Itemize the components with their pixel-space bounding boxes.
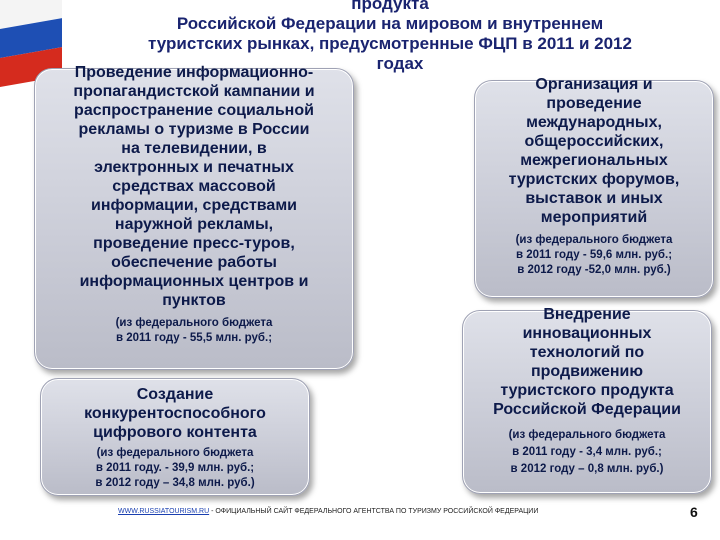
website-link[interactable]: WWW.RUSSIATOURISM.RU [118,508,210,515]
forums-box [474,76,714,298]
innovation-budget [463,427,711,478]
heading-line: продвижению [530,363,644,380]
heading-line: информационных центров и [79,273,309,290]
forums-heading [475,75,713,227]
footer [118,508,598,515]
heading-line: рекламы о туризме в России [78,121,310,138]
heading-line: общероссийских, [524,133,664,150]
slide-title [90,0,690,54]
heading-line: туристского продукта [500,382,674,399]
heading-line: обеспечение работы [111,254,277,271]
heading-line: проведение пресс-туров, [93,235,295,252]
budget-line: (из федерального бюджета [96,447,254,459]
promo-campaign-box [34,64,354,370]
promo-campaign-heading [35,63,353,310]
title-line: туристских рынках, предусмотренные ФЦП в 2011 и 2012 [148,34,632,53]
heading-line: технологий по [529,344,645,361]
heading-line: мероприятий [540,209,648,226]
title-line: годах [376,54,424,73]
title-line: продукта [351,0,429,13]
budget-line: (из федерального бюджета [115,317,273,329]
heading-line: цифрового контента [93,424,257,441]
budget-line: в 2011 году - 55,5 млн. руб.; [115,332,273,344]
heading-line: на телевидении, в [121,140,267,157]
heading-line: пропагандистской кампании и [73,83,315,100]
innovation-box [462,306,712,494]
budget-line: в 2012 году – 0,8 млн. руб.) [510,463,664,475]
heading-line: инновационных [522,325,652,342]
heading-line: средствах массовой [112,178,276,195]
budget-line: в 2011 году - 59,6 млн. руб.; [515,249,673,261]
footer-text: - ОФИЦИАЛЬНЫЙ САЙТ ФЕДЕРАЛЬНОГО АГЕНТСТВА ПО ТУРИЗМУ РОССИЙСКОЙ ФЕДЕРАЦИИ [209,508,539,515]
heading-line: Внедрение [543,306,631,323]
page-number: 6 [690,504,698,520]
budget-line: (из федерального бюджета [508,429,666,441]
heading-line: проведение [546,95,642,112]
heading-line: информации, средствами [91,197,297,214]
heading-line: наружной рекламы, [114,216,274,233]
heading-line: конкурентоспособного [84,405,266,422]
heading-line: Проведение информационно- [74,64,314,81]
promo-campaign-budget [35,316,353,346]
budget-line: в 2011 году - 3,4 млн. руб.; [512,446,662,458]
digital-content-budget [41,446,309,491]
heading-line: Организация и [535,76,653,93]
heading-line: Российской Федерации [493,401,681,418]
heading-line: электронных и печатных [94,159,294,176]
digital-content-heading [41,385,309,442]
budget-line: в 2012 году -52,0 млн. руб.) [517,264,671,276]
budget-line: в 2011 году. - 39,9 млн. руб.; [95,462,255,474]
heading-line: пунктов [162,292,226,309]
digital-content-box [40,378,310,496]
heading-line: Создание [136,386,214,403]
heading-line: туристских форумов, [508,171,680,188]
heading-line: межрегиональных [520,152,668,169]
title-line: Российской Федерации на мировом и внутреннем [176,14,604,33]
heading-line: распространение социальной [74,102,314,119]
heading-line: выставок и иных [525,190,663,207]
budget-line: (из федерального бюджета [515,234,673,246]
heading-line: международных, [526,114,662,131]
forums-budget [475,233,713,278]
slide-title-last-line [300,54,500,74]
budget-line: в 2012 году – 34,8 млн. руб.) [95,477,255,489]
innovation-heading [463,305,711,419]
